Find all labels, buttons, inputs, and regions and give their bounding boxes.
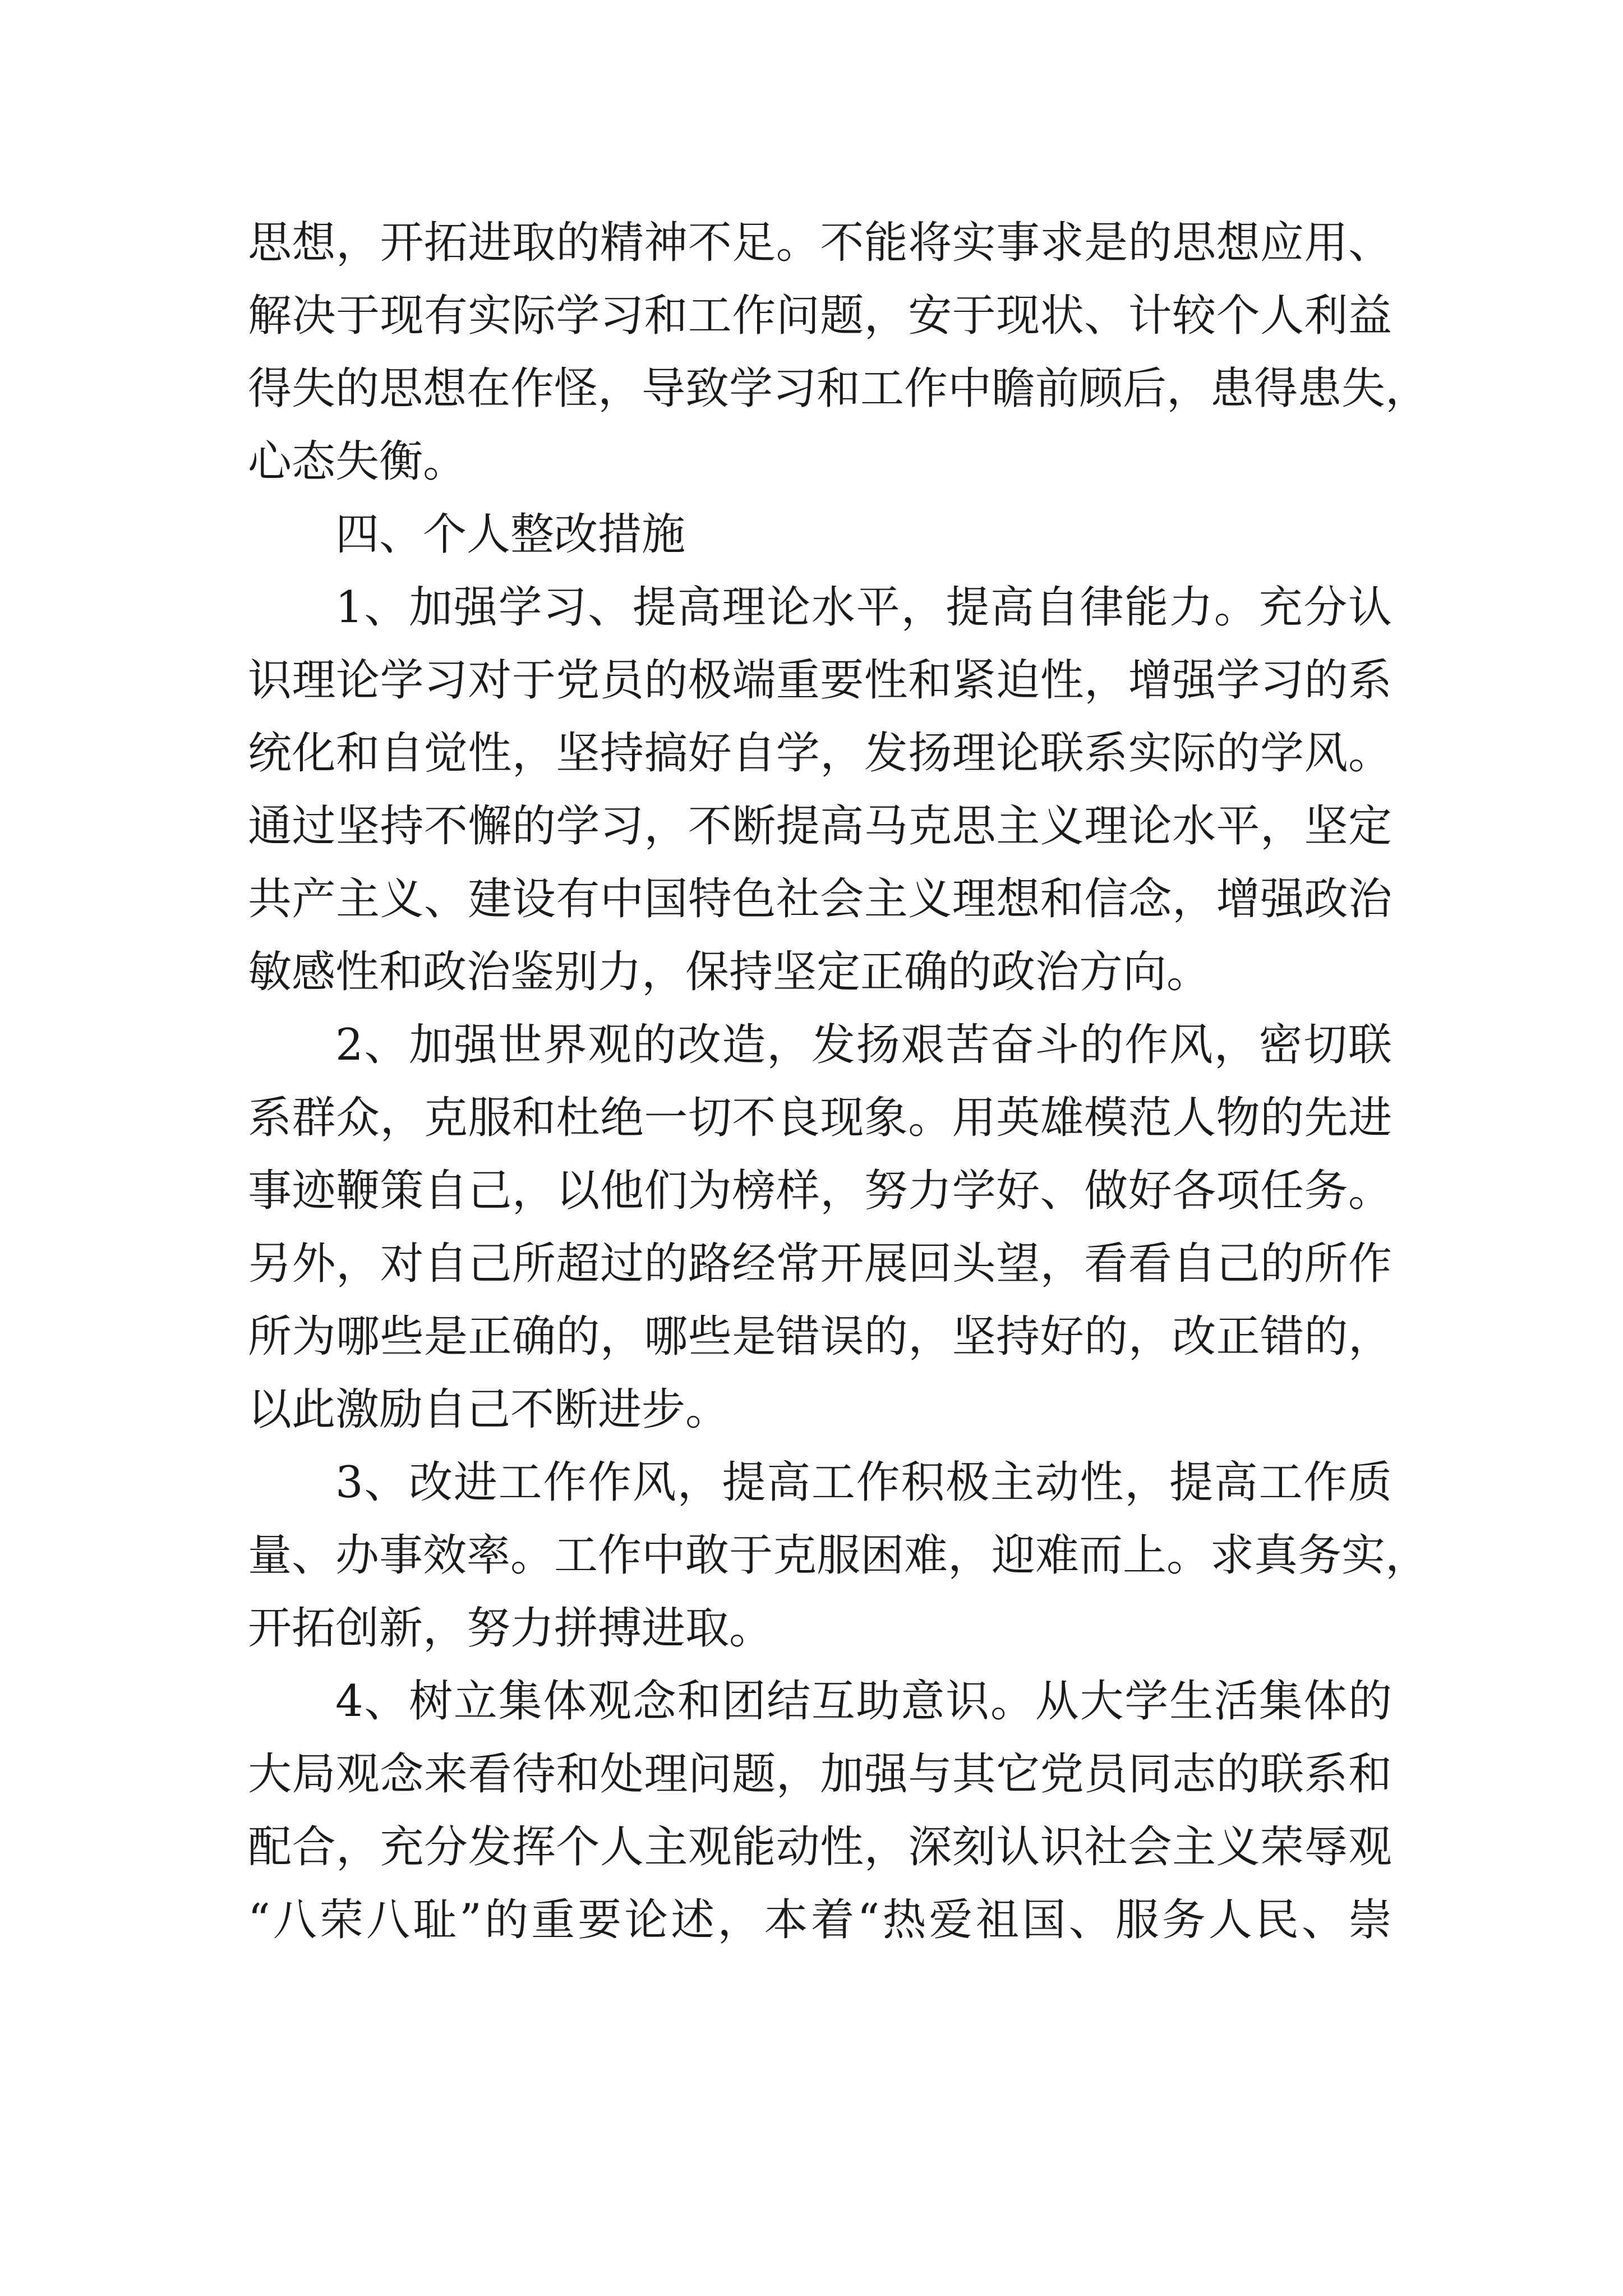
text-line: 以此激励自己不断进步。 <box>248 1384 730 1435</box>
text-line: 3、改进工作作风，提高工作积极主动性，提高工作质 <box>335 1457 1392 1508</box>
text-line: 配合，充分发挥个人主观能动性，深刻认识社会主义荣辱观 <box>248 1822 1392 1872</box>
text-line: 所为哪些是正确的，哪些是错误的，坚持好的，改正错的， <box>248 1312 1392 1362</box>
text-line: 另外，对自己所超过的路经常开展回头望，看看自己的所作 <box>248 1239 1392 1289</box>
text-line: 统化和自觉性，坚持搞好自学，发扬理论联系实际的学风。 <box>248 728 1392 779</box>
text-line: 1、加强学习、提高理论水平，提高自律能力。充分认 <box>335 582 1392 633</box>
text-line: 思想，开拓进取的精神不足。不能将实事求是的思想应用、 <box>248 218 1392 268</box>
text-line: 得失的思想在作怪，导致学习和工作中瞻前顾后，患得患失， <box>248 364 1430 414</box>
text-line: 大局观念来看待和处理问题，加强与其它党员同志的联系和 <box>248 1749 1392 1800</box>
text-line: 开拓创新，努力拼搏进取。 <box>248 1603 773 1654</box>
text-line: 共产主义、建设有中国特色社会主义理想和信念，增强政治 <box>248 874 1392 924</box>
text-line: “八荣八耻”的重要论述，本着“热爱祖国、服务人民、崇 <box>248 1895 1392 1945</box>
text-line: 量、办事效率。工作中敢于克服困难，迎难而上。求真务实， <box>248 1530 1430 1581</box>
text-line: 心态失衡。 <box>248 436 467 487</box>
text-line: 敏感性和政治鉴别力，保持坚定正确的政治方向。 <box>248 947 1211 997</box>
text-line: 解决于现有实际学习和工作问题，安于现状、计较个人利益 <box>248 291 1392 341</box>
text-line: 2、加强世界观的改造，发扬艰苦奋斗的作风，密切联 <box>335 1020 1392 1070</box>
text-line: 系群众，克服和杜绝一切不良现象。用英雄模范人物的先进 <box>248 1093 1392 1143</box>
document-body <box>248 206 1430 1957</box>
text-line: 通过坚持不懈的学习，不断提高马克思主义理论水平，坚定 <box>248 801 1392 852</box>
section-heading: 四、个人整改措施 <box>335 509 686 560</box>
text-line: 4、树立集体观念和团结互助意识。从大学生活集体的 <box>335 1676 1392 1727</box>
text-line: 识理论学习对于党员的极端重要性和紧迫性，增强学习的系 <box>248 655 1392 706</box>
text-line: 事迹鞭策自己，以他们为榜样，努力学好、做好各项任务。 <box>248 1166 1392 1216</box>
